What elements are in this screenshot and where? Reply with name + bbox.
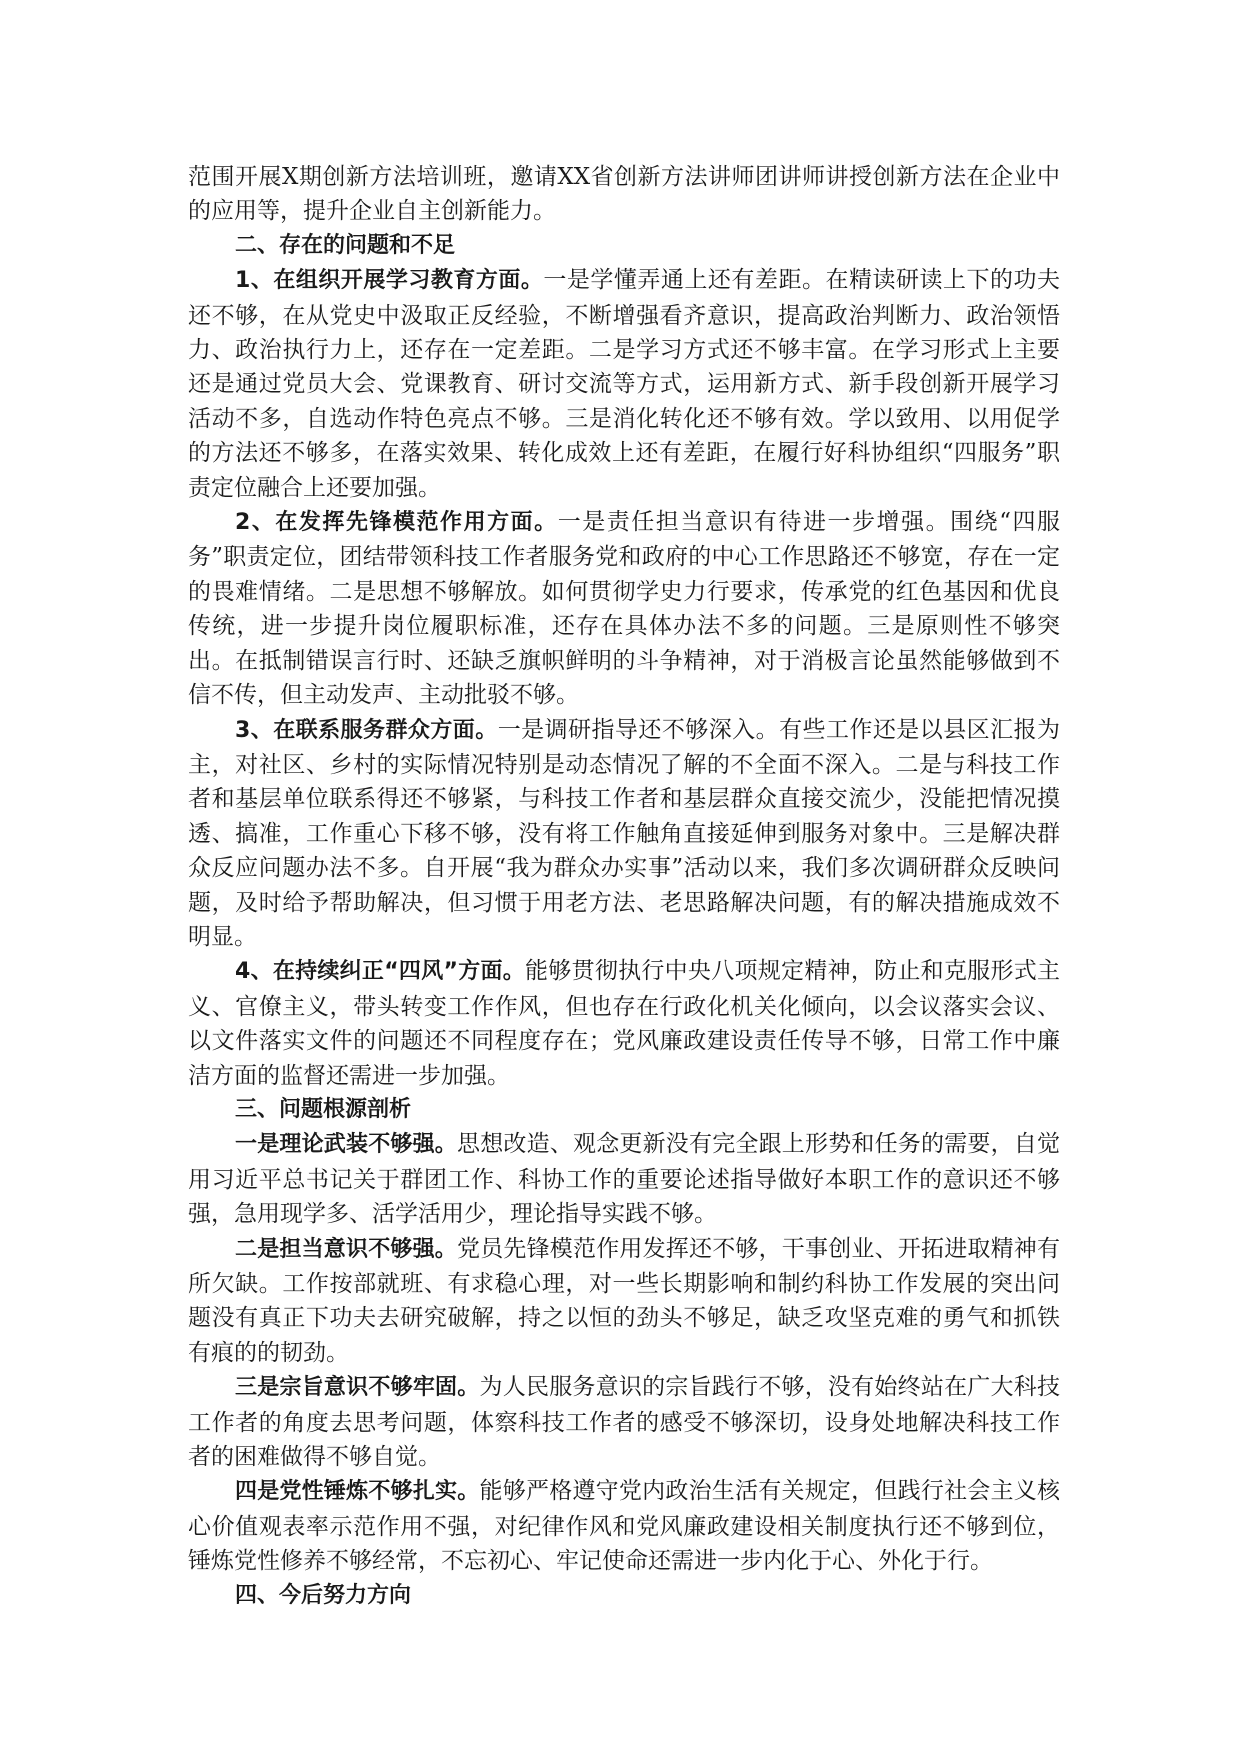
document-body bbox=[188, 160, 1060, 1613]
paragraph-lead: 4、在持续纠正“四风”方面。 bbox=[235, 959, 526, 985]
section-heading-future-direction: 四、今后努力方向 bbox=[235, 1582, 412, 1608]
paragraph-lead: 3、在联系服务群众方面。 bbox=[235, 717, 498, 743]
section-heading-problems: 二、存在的问题和不足 bbox=[235, 232, 456, 258]
paragraph-vanguard-role bbox=[188, 505, 1060, 712]
section-heading-root-causes: 三、问题根源剖析 bbox=[235, 1096, 412, 1122]
paragraph-purpose bbox=[188, 1370, 1060, 1474]
paragraph-lead: 一是理论武装不够强。 bbox=[235, 1132, 457, 1158]
paragraph-theory bbox=[188, 1127, 1060, 1231]
paragraph-body: 一是调研指导还不够深入。有些工作还是以县区汇报为主，对社区、乡村的实际情况特别是动态情况了解的不全面不深入。二是与科技工作者和基层单位联系得还不够紧，与科技工作者和基层群众直接交流少，没能把情况摸透、搞准，工作重心下移不够，没有将工作触角直接延伸到服务对象中。三是解决群众反应问题办法不多。自开展“我为群众办实事”活动以来，我们多次调研群众反映问题，及时给予帮助解决，但习惯于用老方法、老思路解决问题，有的解决措施成效不明显。 bbox=[188, 716, 1060, 950]
paragraph-body: 一是学懂弄通上还有差距。在精读研读上下的功夫还不够，在从党史中汲取正反经验，不断增强看齐意识，提高政治判断力、政治领悟力、政治执行力上，还存在一定差距。二是学习方式还不够丰富。在学习形式上主要还是通过党员大会、党课教育、研讨交流等方式，运用新方式、新手段创新开展学习活动不多，自选动作特色亮点不够。三是消化转化还不够有效。学以致用、以用促学的方法还不够多，在落实效果、转化成效上还有差距，在履行好科协组织“四服务”职责定位融合上还要加强。 bbox=[188, 267, 1061, 501]
paragraph-body: 能够贯彻执行中央八项规定精神，防止和克服形式主义、官僚主义，带头转变工作作风，但也存在行政化机关化倾向，以会议落实会议、以文件落实文件的问题还不同程度存在；党风廉政建设责任传导不够，日常工作中廉洁方面的监督还需进一步加强。 bbox=[188, 958, 1060, 1089]
paragraph-responsibility bbox=[188, 1232, 1060, 1371]
paragraph-body: 党员先锋模范作用发挥还不够，干事创业、开拓进取精神有所欠缺。工作按部就班、有求稳心理，对一些长期影响和制约科协工作发展的突出问题没有真正下功夫去研究破解，持之以恒的劲头不够足，缺乏攻坚克难的勇气和抓铁有痕的的韧劲。 bbox=[188, 1235, 1060, 1366]
paragraph-body: 思想改造、观念更新没有完全跟上形势和任务的需要，自觉用习近平总书记关于群团工作、科协工作的重要论述指导做好本职工作的意识还不够强，急用现学多、活学活用少，理论指导实践不够。 bbox=[188, 1131, 1060, 1228]
paragraph-lead: 三是宗旨意识不够牢固。 bbox=[235, 1375, 480, 1401]
paragraph-body: 一是责任担当意识有待进一步增强。围绕“四服务”职责定位，团结带领科技工作者服务党和政府的中心工作思路还不够宽，存在一定的畏难情绪。二是思想不够解放。如何贯彻学史力行要求，传承党的红色基因和优良传统，进一步提升岗位履职标准，还存在具体办法不多的问题。三是原则性不够突出。在抵制错误言行时、还缺乏旗帜鲜明的斗争精神，对于消极言论虽然能够做到不信不传，但主动发声、主动批驳不够。 bbox=[188, 509, 1061, 709]
paragraph-four-styles bbox=[188, 954, 1060, 1093]
paragraph-party-spirit bbox=[188, 1474, 1060, 1578]
paragraph-body: 为人民服务意识的宗旨践行不够，没有始终站在广大科技工作者的角度去思考问题，体察科技工作者的感受不够深切，设身处地解决科技工作者的困难做得不够自觉。 bbox=[188, 1374, 1060, 1471]
paragraph-lead: 四是党性锤炼不够扎实。 bbox=[235, 1479, 480, 1505]
paragraph-body: 能够严格遵守党内政治生活有关规定，但践行社会主义核心价值观表率示范作用不强，对纪律作风和党风廉政建设相关制度执行还不够到位，锤炼党性修养不够经常，不忘初心、牢记使命还需进一步内化于心、外化于行。 bbox=[188, 1478, 1060, 1575]
intro-paragraph: 范围开展X期创新方法培训班，邀请XX省创新方法讲师团讲师讲授创新方法在企业中的应用等，提升企业自主创新能力。 bbox=[188, 164, 1060, 225]
paragraph-lead: 二是担当意识不够强。 bbox=[235, 1236, 457, 1262]
paragraph-lead: 1、在组织开展学习教育方面。 bbox=[235, 268, 544, 294]
paragraph-study-education bbox=[188, 263, 1060, 505]
paragraph-lead: 2、在发挥先锋模范作用方面。 bbox=[235, 510, 558, 536]
paragraph-serving-masses bbox=[188, 713, 1060, 955]
